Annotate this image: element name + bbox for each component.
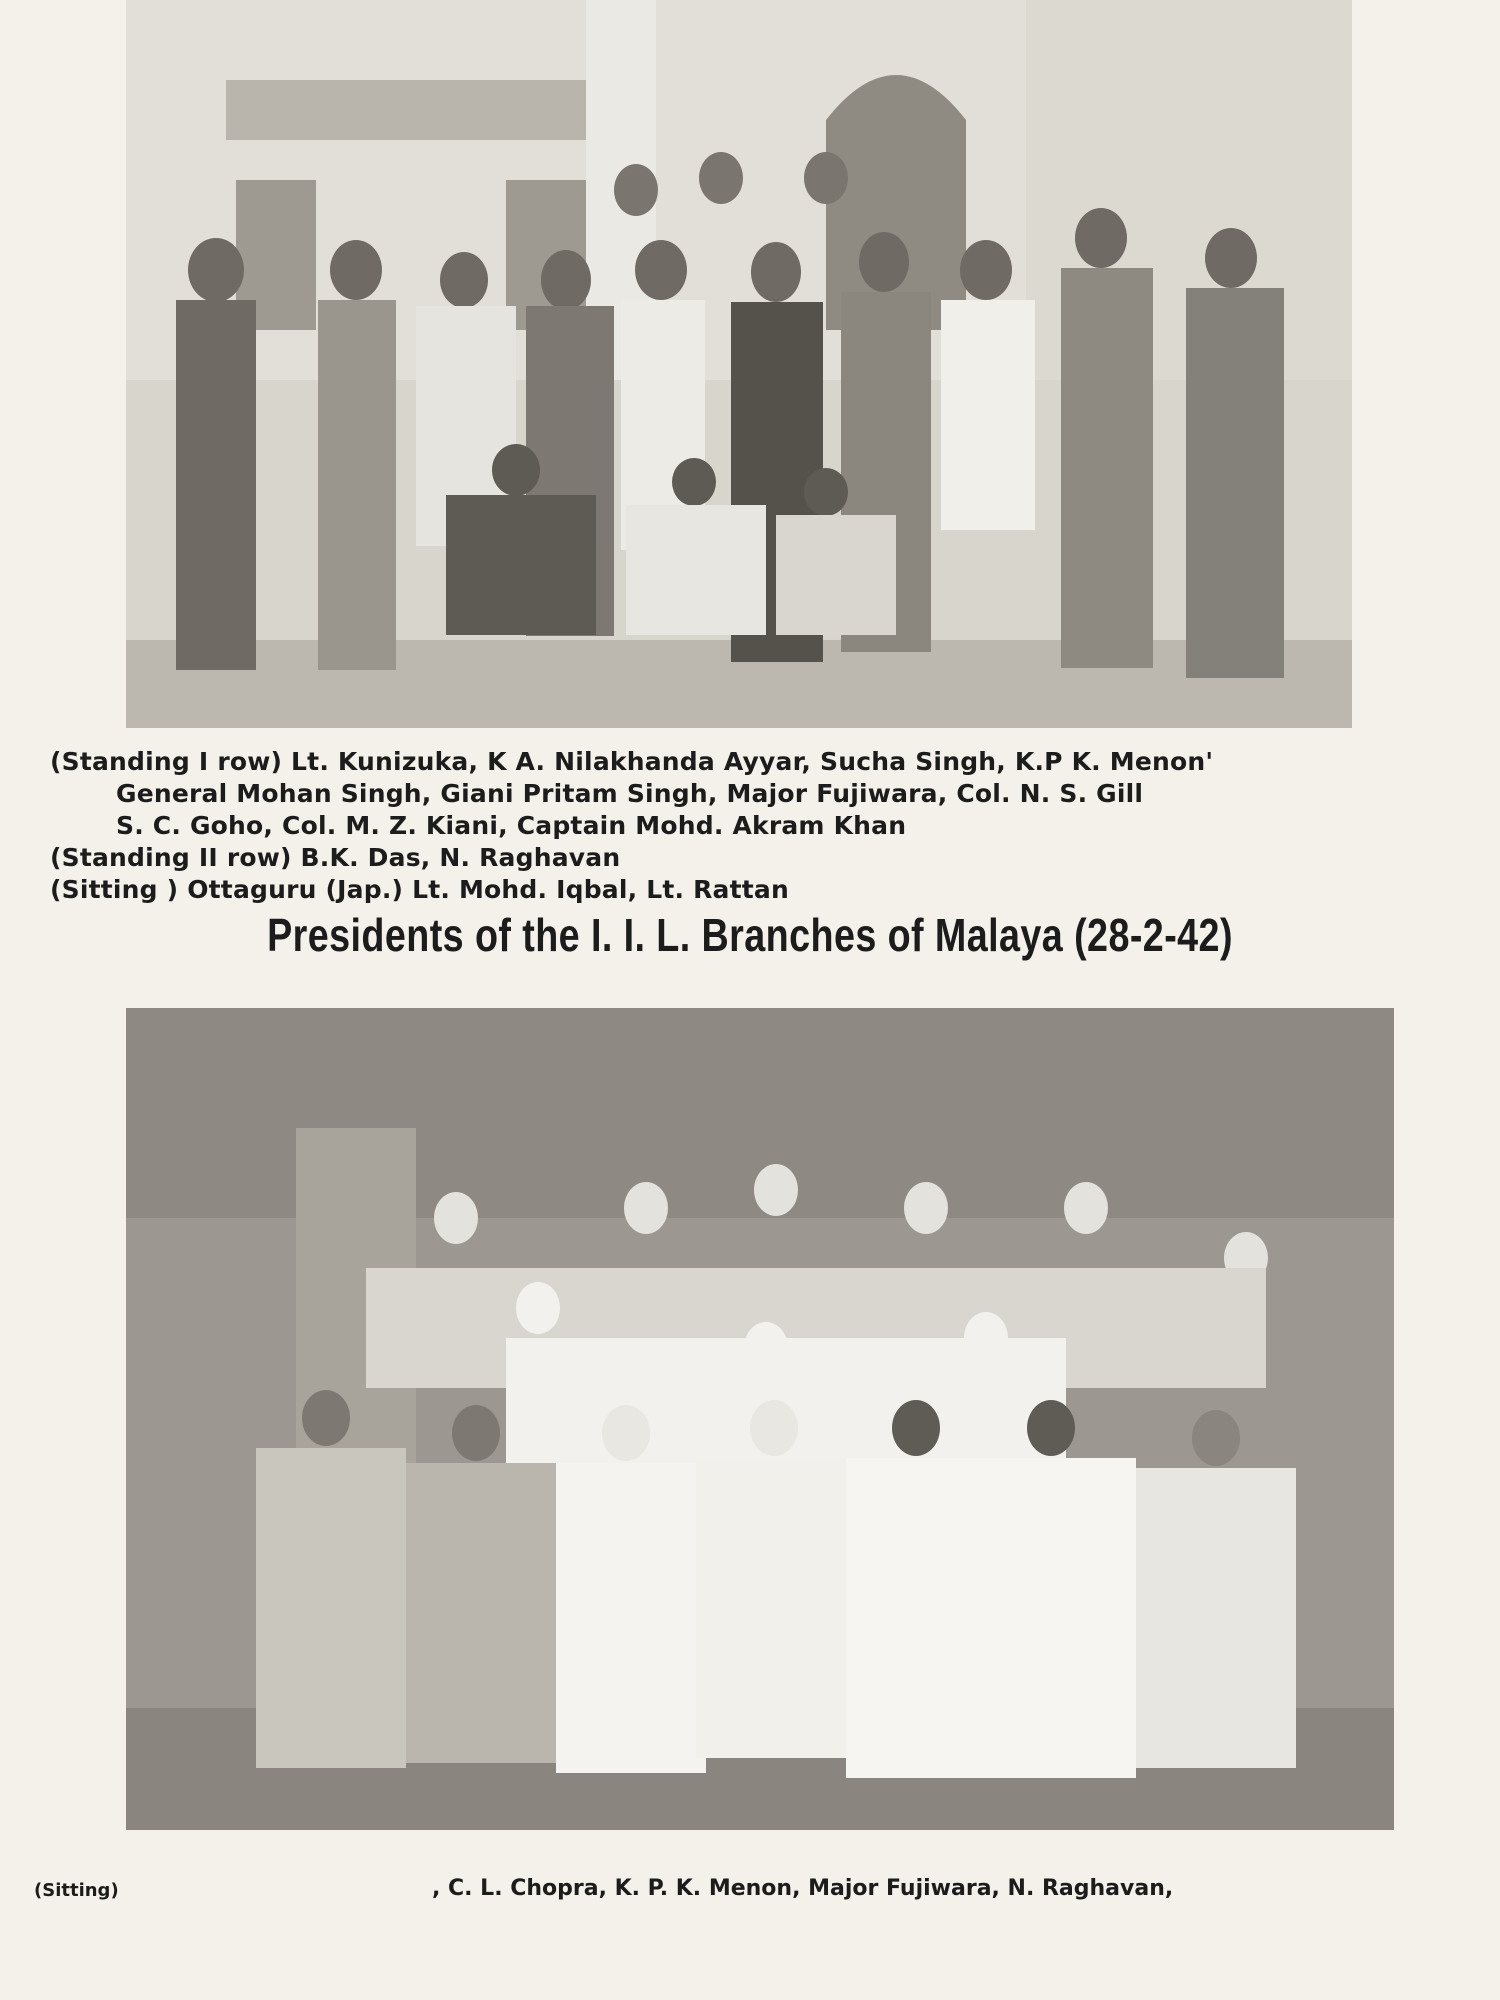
group-photo-bottom <box>126 1008 1394 1830</box>
bottom-caption-names: , C. L. Chopra, K. P. K. Menon, Major Fujiwara, N. Raghavan, <box>432 1876 1174 1901</box>
caption-line-sitting: (Sitting ) Ottaguru (Jap.) Lt. Mohd. Iqbal, Lt. Rattan <box>50 875 789 904</box>
caption-line-2: General Mohan Singh, Giani Pritam Singh, Major Fujiwara, Col. N. S. Gill <box>116 779 1144 808</box>
group-photo-top <box>126 0 1352 728</box>
caption-line-3: S. C. Goho, Col. M. Z. Kiani, Captain Mohd. Akram Khan <box>116 811 907 840</box>
page-title: Presidents of the I. I. L. Branches of Malaya (28-2-42) <box>267 909 1233 961</box>
top-caption <box>50 746 1450 906</box>
caption-line-standing-row-2: (Standing II row) B.K. Das, N. Raghavan <box>50 843 621 872</box>
bottom-caption-label: (Sitting) <box>34 1880 119 1901</box>
caption-line-standing-row-1: (Standing I row) Lt. Kunizuka, K A. Nilakhanda Ayyar, Sucha Singh, K.P K. Menon' <box>50 747 1214 776</box>
